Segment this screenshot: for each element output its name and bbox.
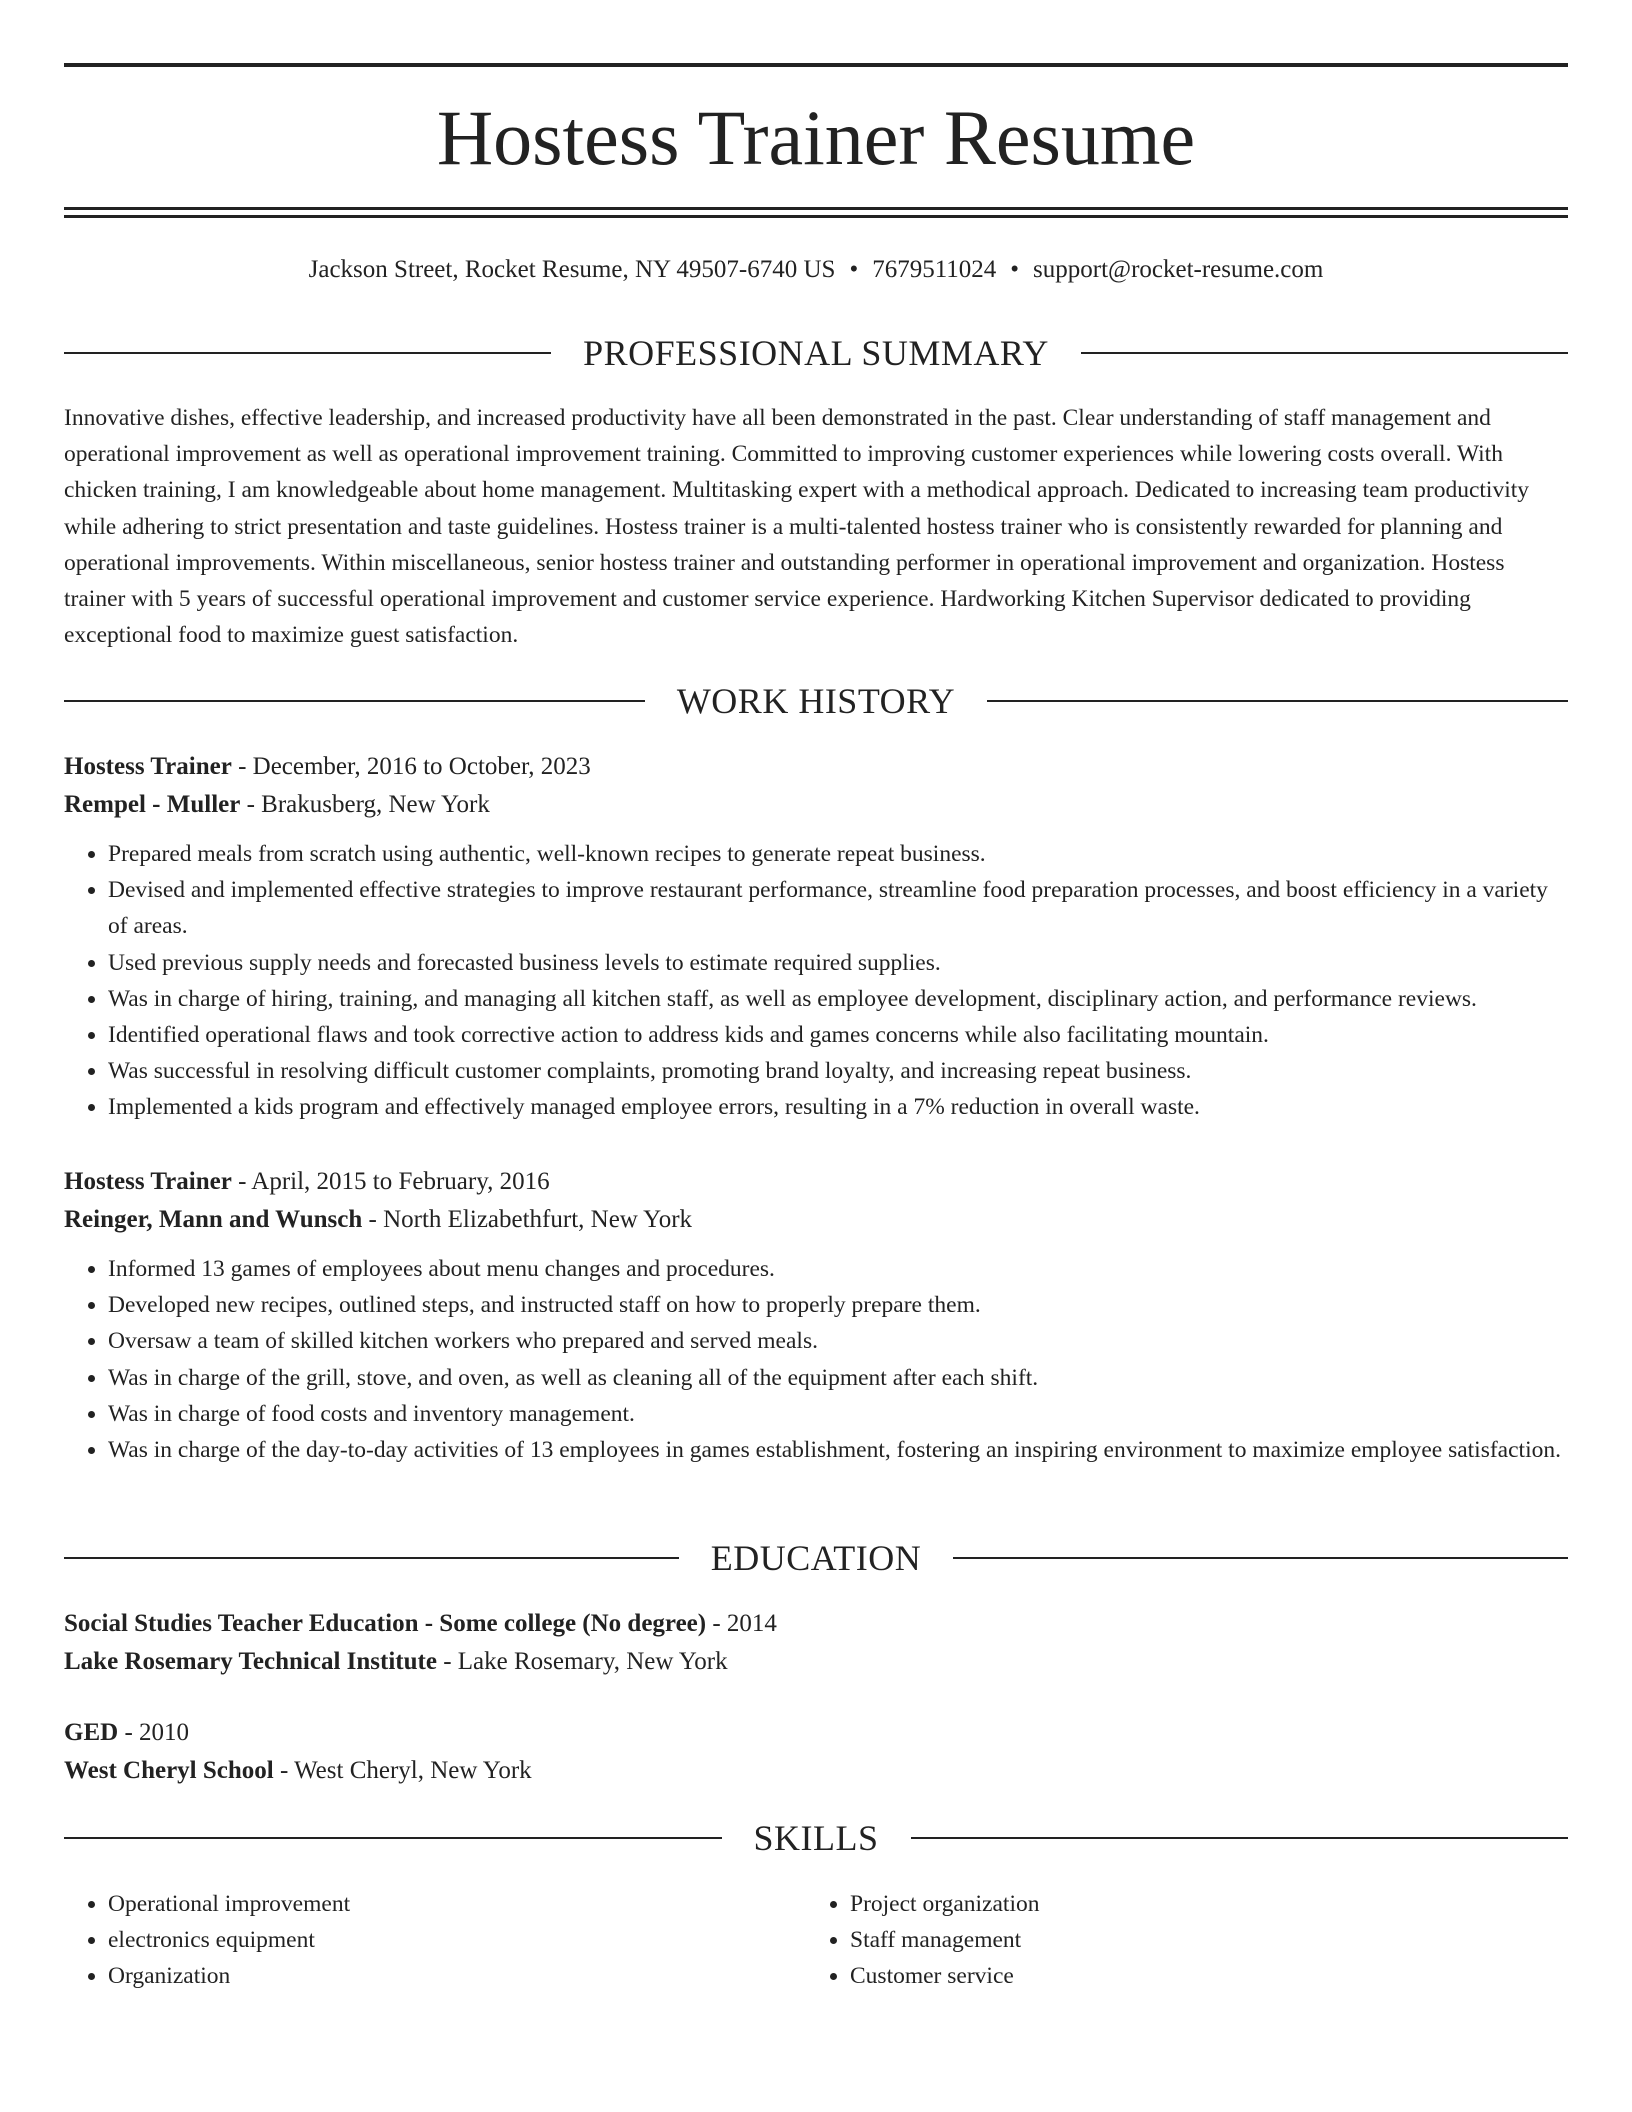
job-title: Hostess Trainer [64, 1168, 232, 1195]
job-bullet: • Identified operational flaws and took corrective action to address kids and games concerns while also facilitating mountain. [108, 1017, 1568, 1053]
skills-list [64, 1886, 784, 1994]
section-rule-right [911, 1837, 1569, 1839]
job-title-line [64, 748, 1568, 786]
section-title-skills: SKILLS [753, 1818, 879, 1858]
education-year: - 2010 [118, 1719, 190, 1746]
education-location: - West Cheryl, New York [273, 1757, 532, 1784]
header-top-rule [64, 63, 1568, 67]
contact-address: Jackson Street, Rocket Resume, NY 49507-6740 US [308, 256, 836, 283]
section-header-skills [64, 1816, 1568, 1860]
job-dates: - April, 2015 to February, 2016 [231, 1168, 550, 1195]
skills-column-left [64, 1886, 784, 1994]
skill-item: • Organization [108, 1958, 784, 1994]
section-rule-left [64, 352, 551, 354]
job-title: Hostess Trainer [64, 753, 232, 780]
job-bullet: • Oversaw a team of skilled kitchen workers who prepared and served meals. [108, 1323, 1568, 1359]
contact-email: support@rocket-resume.com [1033, 256, 1324, 283]
job-location: - North Elizabethfurt, New York [362, 1206, 693, 1233]
section-rule-left [64, 700, 645, 702]
header-double-rule-lower [64, 215, 1568, 218]
education-school-line [64, 1752, 1568, 1790]
section-title-work-history: WORK HISTORY [676, 681, 956, 721]
job-dates: - December, 2016 to October, 2023 [231, 753, 591, 780]
section-header-summary [64, 331, 1568, 375]
section-title-education: EDUCATION [710, 1538, 922, 1578]
section-rule-right [987, 700, 1568, 702]
education-entry [64, 1605, 1568, 1681]
job-bullet: • Developed new recipes, outlined steps, and instructed staff on how to properly prepare them. [108, 1287, 1568, 1323]
job-bullet: • Was in charge of hiring, training, and managing all kitchen staff, as well as employee development, disciplinary action, and performance reviews. [108, 981, 1568, 1017]
section-rule-right [953, 1557, 1568, 1559]
job-location: - Brakusberg, New York [240, 791, 490, 818]
job-company: Rempel - Muller [64, 791, 241, 818]
job-bullet: • Devised and implemented effective strategies to improve restaurant performance, streamline food preparation processes, and boost efficiency in a variety of areas. [108, 872, 1568, 944]
education-school: West Cheryl School [64, 1757, 274, 1784]
contact-phone: 7679511024 [872, 256, 997, 283]
job-bullet-list [64, 1251, 1568, 1468]
summary-text: Innovative dishes, effective leadership, and increased productivity have all been demonstrated in the past. Clear understanding of staff management and operational improvement as well as operational improvement training. Committed to improving customer experiences while lowering costs overall. With chicken training, I am knowledgeable about home management. Multitasking expert with a methodical approach. Dedicated to increasing team productivity while adhering to strict presentation and taste guidelines. Hostess trainer is a multi-talented hostess trainer who is consistently rewarded for planning and operational improvements. Within miscellaneous, senior hostess trainer and outstanding performer in operational improvement and organization. Hostess trainer with 5 years of successful operational improvement and customer service experience. Hardworking Kitchen Supervisor dedicated to providing exceptional food to maximize guest satisfaction. [64, 405, 1530, 649]
job-bullet: • Was successful in resolving difficult customer complaints, promoting brand loyalty, and increasing repeat business. [108, 1053, 1568, 1089]
skills-column-right [806, 1886, 1526, 1994]
education-degree: Social Studies Teacher Education - Some college (No degree) [64, 1610, 707, 1637]
resume-title: Hostess Trainer Resume [436, 94, 1196, 181]
education-degree-line [64, 1714, 1568, 1752]
job-bullet: • Was in charge of the day-to-day activities of 13 employees in games establishment, fostering an inspiring environment to maximize employee satisfaction. [108, 1432, 1568, 1468]
education-degree-line [64, 1605, 1568, 1643]
skill-item: • Operational improvement [108, 1886, 784, 1922]
job-company: Reinger, Mann and Wunsch [64, 1206, 363, 1233]
section-rule-left [64, 1557, 679, 1559]
job-bullet: • Was in charge of food costs and inventory management. [108, 1396, 1568, 1432]
job-bullet: • Was in charge of the grill, stove, and oven, as well as cleaning all of the equipment after each shift. [108, 1360, 1568, 1396]
section-rule-left [64, 1837, 722, 1839]
header-double-rule-upper [64, 207, 1568, 210]
education-school-line [64, 1643, 1568, 1681]
skill-item: • Project organization [850, 1886, 1526, 1922]
job-bullet-list [64, 836, 1568, 1126]
job-company-line [64, 786, 1568, 824]
job-company-line [64, 1201, 1568, 1239]
job-bullet: • Informed 13 games of employees about menu changes and procedures. [108, 1251, 1568, 1287]
job-bullet: • Used previous supply needs and forecasted business levels to estimate required supplies. [108, 945, 1568, 981]
education-year: - 2014 [706, 1610, 777, 1637]
skill-item: • Customer service [850, 1958, 1526, 1994]
skill-item: • electronics equipment [108, 1922, 784, 1958]
section-rule-right [1081, 352, 1568, 354]
job-entry [64, 748, 1568, 1126]
job-bullet: • Implemented a kids program and effectively managed employee errors, resulting in a 7% reduction in overall waste. [108, 1089, 1568, 1125]
contact-separator: • [1010, 256, 1020, 283]
contact-separator: • [849, 256, 859, 283]
section-header-education [64, 1536, 1568, 1580]
education-entry [64, 1714, 1568, 1790]
skill-item: • Staff management [850, 1922, 1526, 1958]
job-bullet: • Prepared meals from scratch using authentic, well-known recipes to generate repeat business. [108, 836, 1568, 872]
skills-list [806, 1886, 1526, 1994]
job-entry [64, 1163, 1568, 1468]
education-school: Lake Rosemary Technical Institute [64, 1648, 437, 1675]
education-degree: GED [64, 1719, 119, 1746]
education-location: - Lake Rosemary, New York [436, 1648, 728, 1675]
section-title-summary: PROFESSIONAL SUMMARY [583, 333, 1049, 373]
job-title-line [64, 1163, 1568, 1201]
contact-line [64, 254, 1568, 286]
section-header-work-history [64, 679, 1568, 723]
